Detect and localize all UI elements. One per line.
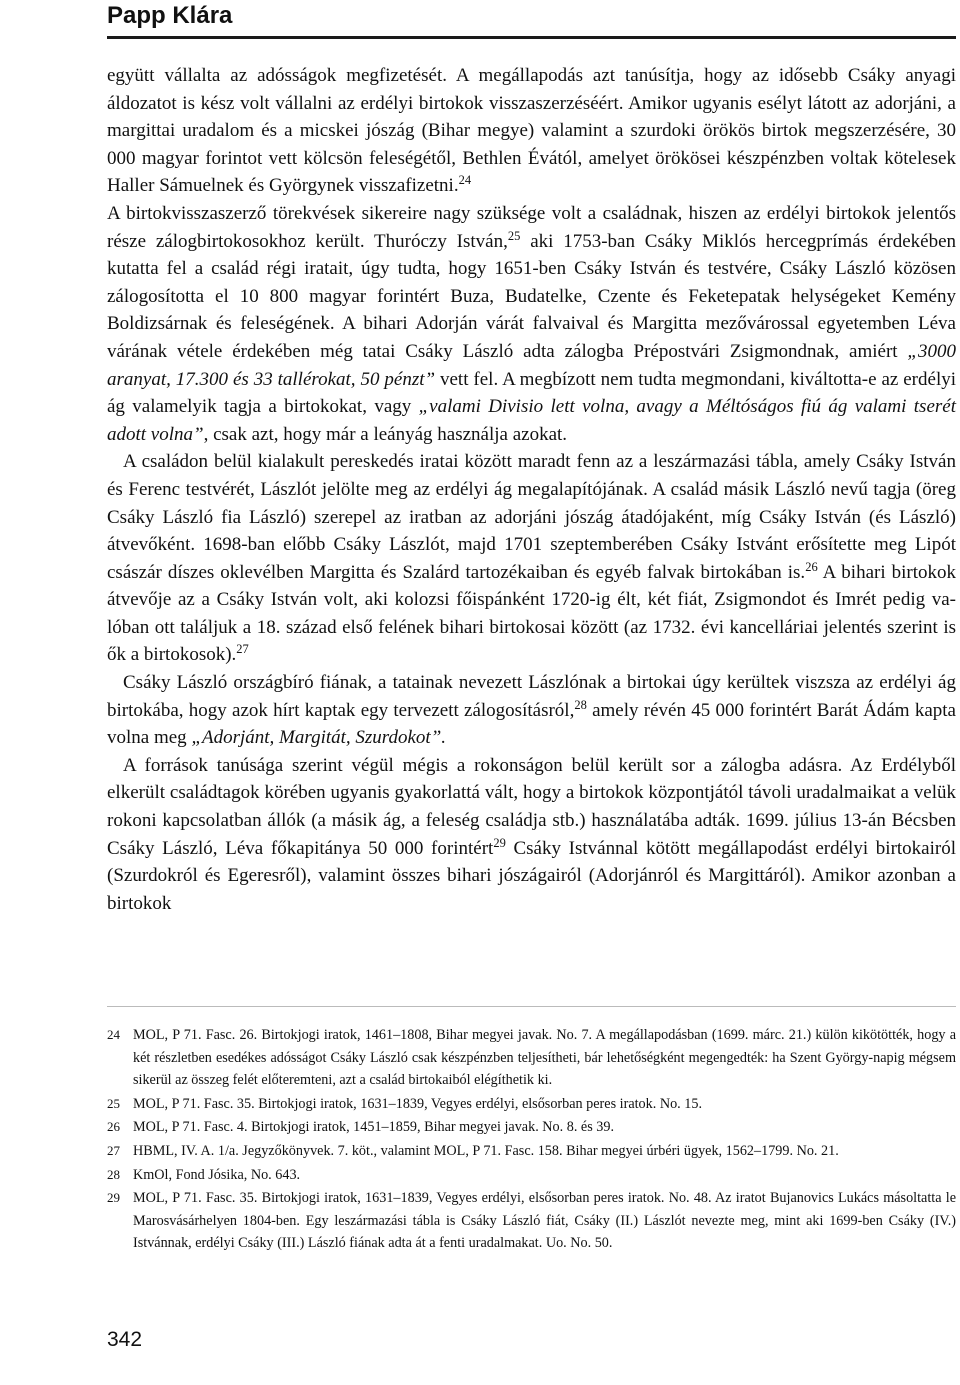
footnote-ref[interactable]: 27	[236, 642, 249, 657]
footnote-ref[interactable]: 26	[805, 559, 818, 574]
footnote	[107, 1024, 956, 1092]
body-text	[107, 62, 956, 917]
footnote-ref[interactable]: 29	[493, 835, 506, 850]
footnote	[107, 1116, 956, 1139]
footnote-ref[interactable]: 25	[507, 228, 521, 243]
text-run: A bihari birtokok átvevője az a Csáky István volt, aki kolozsi főispánként 1720-ig élt, két fiát, Zsigmondot és Imrét pedig valóban ott találjuk a 18. század első felének bihari birtokosai között (az 1732. évi kancelláriai jelentés szerint is ők a birtokosok).	[107, 561, 957, 666]
paragraph	[107, 200, 956, 448]
footnote	[107, 1164, 956, 1187]
footnote-text: MOL, P 71. Fasc. 26. Birtokjogi iratok, 1461–1808, Bihar megyei javak. No. 7. A megállapodásban (1699. márc. 21.) külön kikötötték, hogy a két részletben esedékes adósságot Csáky László csak készpénzben teljesítheti, bár lehetőségként megengedték: ha Szent György-napig mégsem sikerül az összeg felét előteremteni, azt a család birtokaiból elégíthetik ki.	[133, 1027, 956, 1089]
footnote-text: MOL, P 71. Fasc. 4. Birtokjogi iratok, 1451–1859, Bihar megyei javak. No. 8. és 39.	[133, 1119, 615, 1136]
quotation: „3000 aranyat, 17.300 és 33 tallérokat, 50 pénzt”	[107, 340, 956, 390]
page-number: 342	[107, 1328, 143, 1351]
text-run: Csáky László országbíró fiának, a tatainak nevezett Lászlónak a birtokai úgy kerültek viszsza az erdélyi ág birtokába, hogy azok hírt kaptak egy tervezett zálogosításról,	[107, 672, 956, 721]
text-run: Csáky Istvánnal kötött megállapodást erdélyi birtokairól (Szurdokról és Egeresről), valamint összes bihari jószágairól (Adorjánról és Margittáról). Amikor azonban a birtokok	[107, 837, 956, 914]
footnote-divider	[107, 1006, 956, 1007]
paragraph	[107, 752, 956, 918]
paragraph	[107, 669, 956, 752]
text-run: A birtokvisszaszerző törekvések sikereire nagy szüksége volt a családnak, hiszen az erdélyi birtokok jelentős része zálogbirtokosokhoz került. Thuróczy István,	[107, 202, 956, 252]
footnote-ref[interactable]: 28	[574, 697, 587, 712]
text-run: együtt vállalta az adósságok megfizetését. A megállapodás azt tanúsítja, hogy az idősebb Csáky anyagi áldozatot is kész volt vállalni az erdélyi birtokok visszaszerzéséért. Amikor ugyanis esélyt látott az adorjáni, a margittai uradalom és a micskei jószág (Bihar megye) valamint a szurdoki örökös birtok megszerzésére, 30 000 magyar forintot vett kölcsön feleségétől, Bethlen Évától, amelyet örökösei készpénzben voltak kötelesek Haller Sámuelnek és Györgynek visszafizetni.	[107, 65, 956, 197]
footnote-text: MOL, P 71. Fasc. 35. Birtokjogi iratok, 1631–1839, Vegyes erdélyi, elsősorban peres iratok. No. 15.	[133, 1095, 703, 1112]
footnote-text: MOL, P 71. Fasc. 35. Birtokjogi iratok, 1631–1839, Vegyes erdélyi, elsősorban peres iratok. No. 48. Az iratot Bujanovics Lukács másoltatta le Marosvásárhelyen 1804-ben. Egy leszármazási tábla is Csáky László fiát, Csáky (II.) Lászlót nevezte meg, mint aki 1699-ben Csáky (IV.) Istvánnak, erdélyi Csáky (III.) László fiának adta át a fenti uradalmakat. Uo. No. 50.	[133, 1190, 956, 1252]
footnote-text: HBML, IV. A. 1/a. Jegyzőkönyvek. 7. köt., valamint MOL, P 71. Fasc. 158. Bihar megyei úrbéri ügyek, 1562–1799. No. 21.	[133, 1142, 839, 1159]
footnote-number: 29	[107, 1190, 120, 1206]
running-header	[107, 0, 956, 39]
footnote-number: 27	[107, 1142, 120, 1158]
text-run: A források tanúsága szerint végül mégis a rokonságon belül került sor a zálogba adásra. Az Erdélyből elkerült családtagok körében ugyanis gyakorlattá vált, hogy a birtokok központjától távoli uradalmaikat a velük rokoni kapcsolatban állók (a másik ág, a feleség családja stb.) használatába adták. 1699. július 13-án Bécsben Csáky László, Léva főkapitánya 50 000 forintért	[107, 754, 956, 859]
footnote-number: 24	[107, 1027, 120, 1042]
text-run: amely révén 45 000 forintért Barát Ádám kapta volna meg	[107, 699, 956, 749]
text-run: vett fel. A megbízott nem tudta megmondani, kiváltotta-e az erdélyi ág valamelyik tagja a birtokokat, vagy	[107, 368, 956, 418]
footnote	[107, 1093, 956, 1116]
footnotes	[107, 1024, 956, 1256]
footnote-text: KmOl, Fond Jósika, No. 643.	[133, 1166, 301, 1183]
text-run: A családon belül kialakult pereskedés iratai között maradt fenn az a leszármazási tábla, amely Csáky István és Ferenc testvérét, Lászlót jelölte meg az erdélyi ág megalapítójának. A család másik László nevű tagja (öreg Csáky László fia László) szerepel az iratban az adorjáni jószág átadójaként, míg Csáky István (és László) átvevőként. 1698-ban előbb Csáky Lászlót, majd 1701 szeptemberében Csáky Istvánt erősítette meg Lipót császár díszes oklevélben Margitta és Szalárd tartozékaiban és egyéb falvak birtokában is.	[107, 451, 956, 583]
text-run: aki 1753-ban Csáky Miklós hercegprímás érdekében kutatta fel a család régi iratait, úgy tudta, hogy 1651-ben Csáky István és testvére, Csáky László közösen zálogosította el 10 800 magyar forintért Buza, Budatelke, Czente és Feketepatak helységeket Kemény Boldizsárnak és feleségének. A bihari Adorján várát falvaival és Margitta mezővárossal egyetemben Léva várának vétele érdekében még tatai Csáky László adta zálogba Prépostvári Zsigmondnak, amiért	[107, 230, 957, 362]
paragraph	[107, 62, 956, 200]
footnote-number: 28	[107, 1166, 120, 1182]
footnote	[107, 1140, 956, 1163]
paragraph	[107, 448, 956, 669]
footnote-number: 25	[107, 1095, 120, 1111]
footnote-ref[interactable]: 24	[458, 173, 472, 188]
footnote	[107, 1187, 956, 1255]
quotation: „valami Divisio lett volna, avagy a Méltóságos fiú ág valami tserét adott volna”	[107, 396, 956, 445]
quotation: „Adorjánt, Margitát, Szurdokot”.	[191, 727, 447, 749]
footnote-number: 26	[107, 1119, 120, 1135]
author-name: Papp Klára	[107, 2, 233, 29]
text-run: , csak azt, hogy már a leányág használja azokat.	[203, 423, 568, 445]
